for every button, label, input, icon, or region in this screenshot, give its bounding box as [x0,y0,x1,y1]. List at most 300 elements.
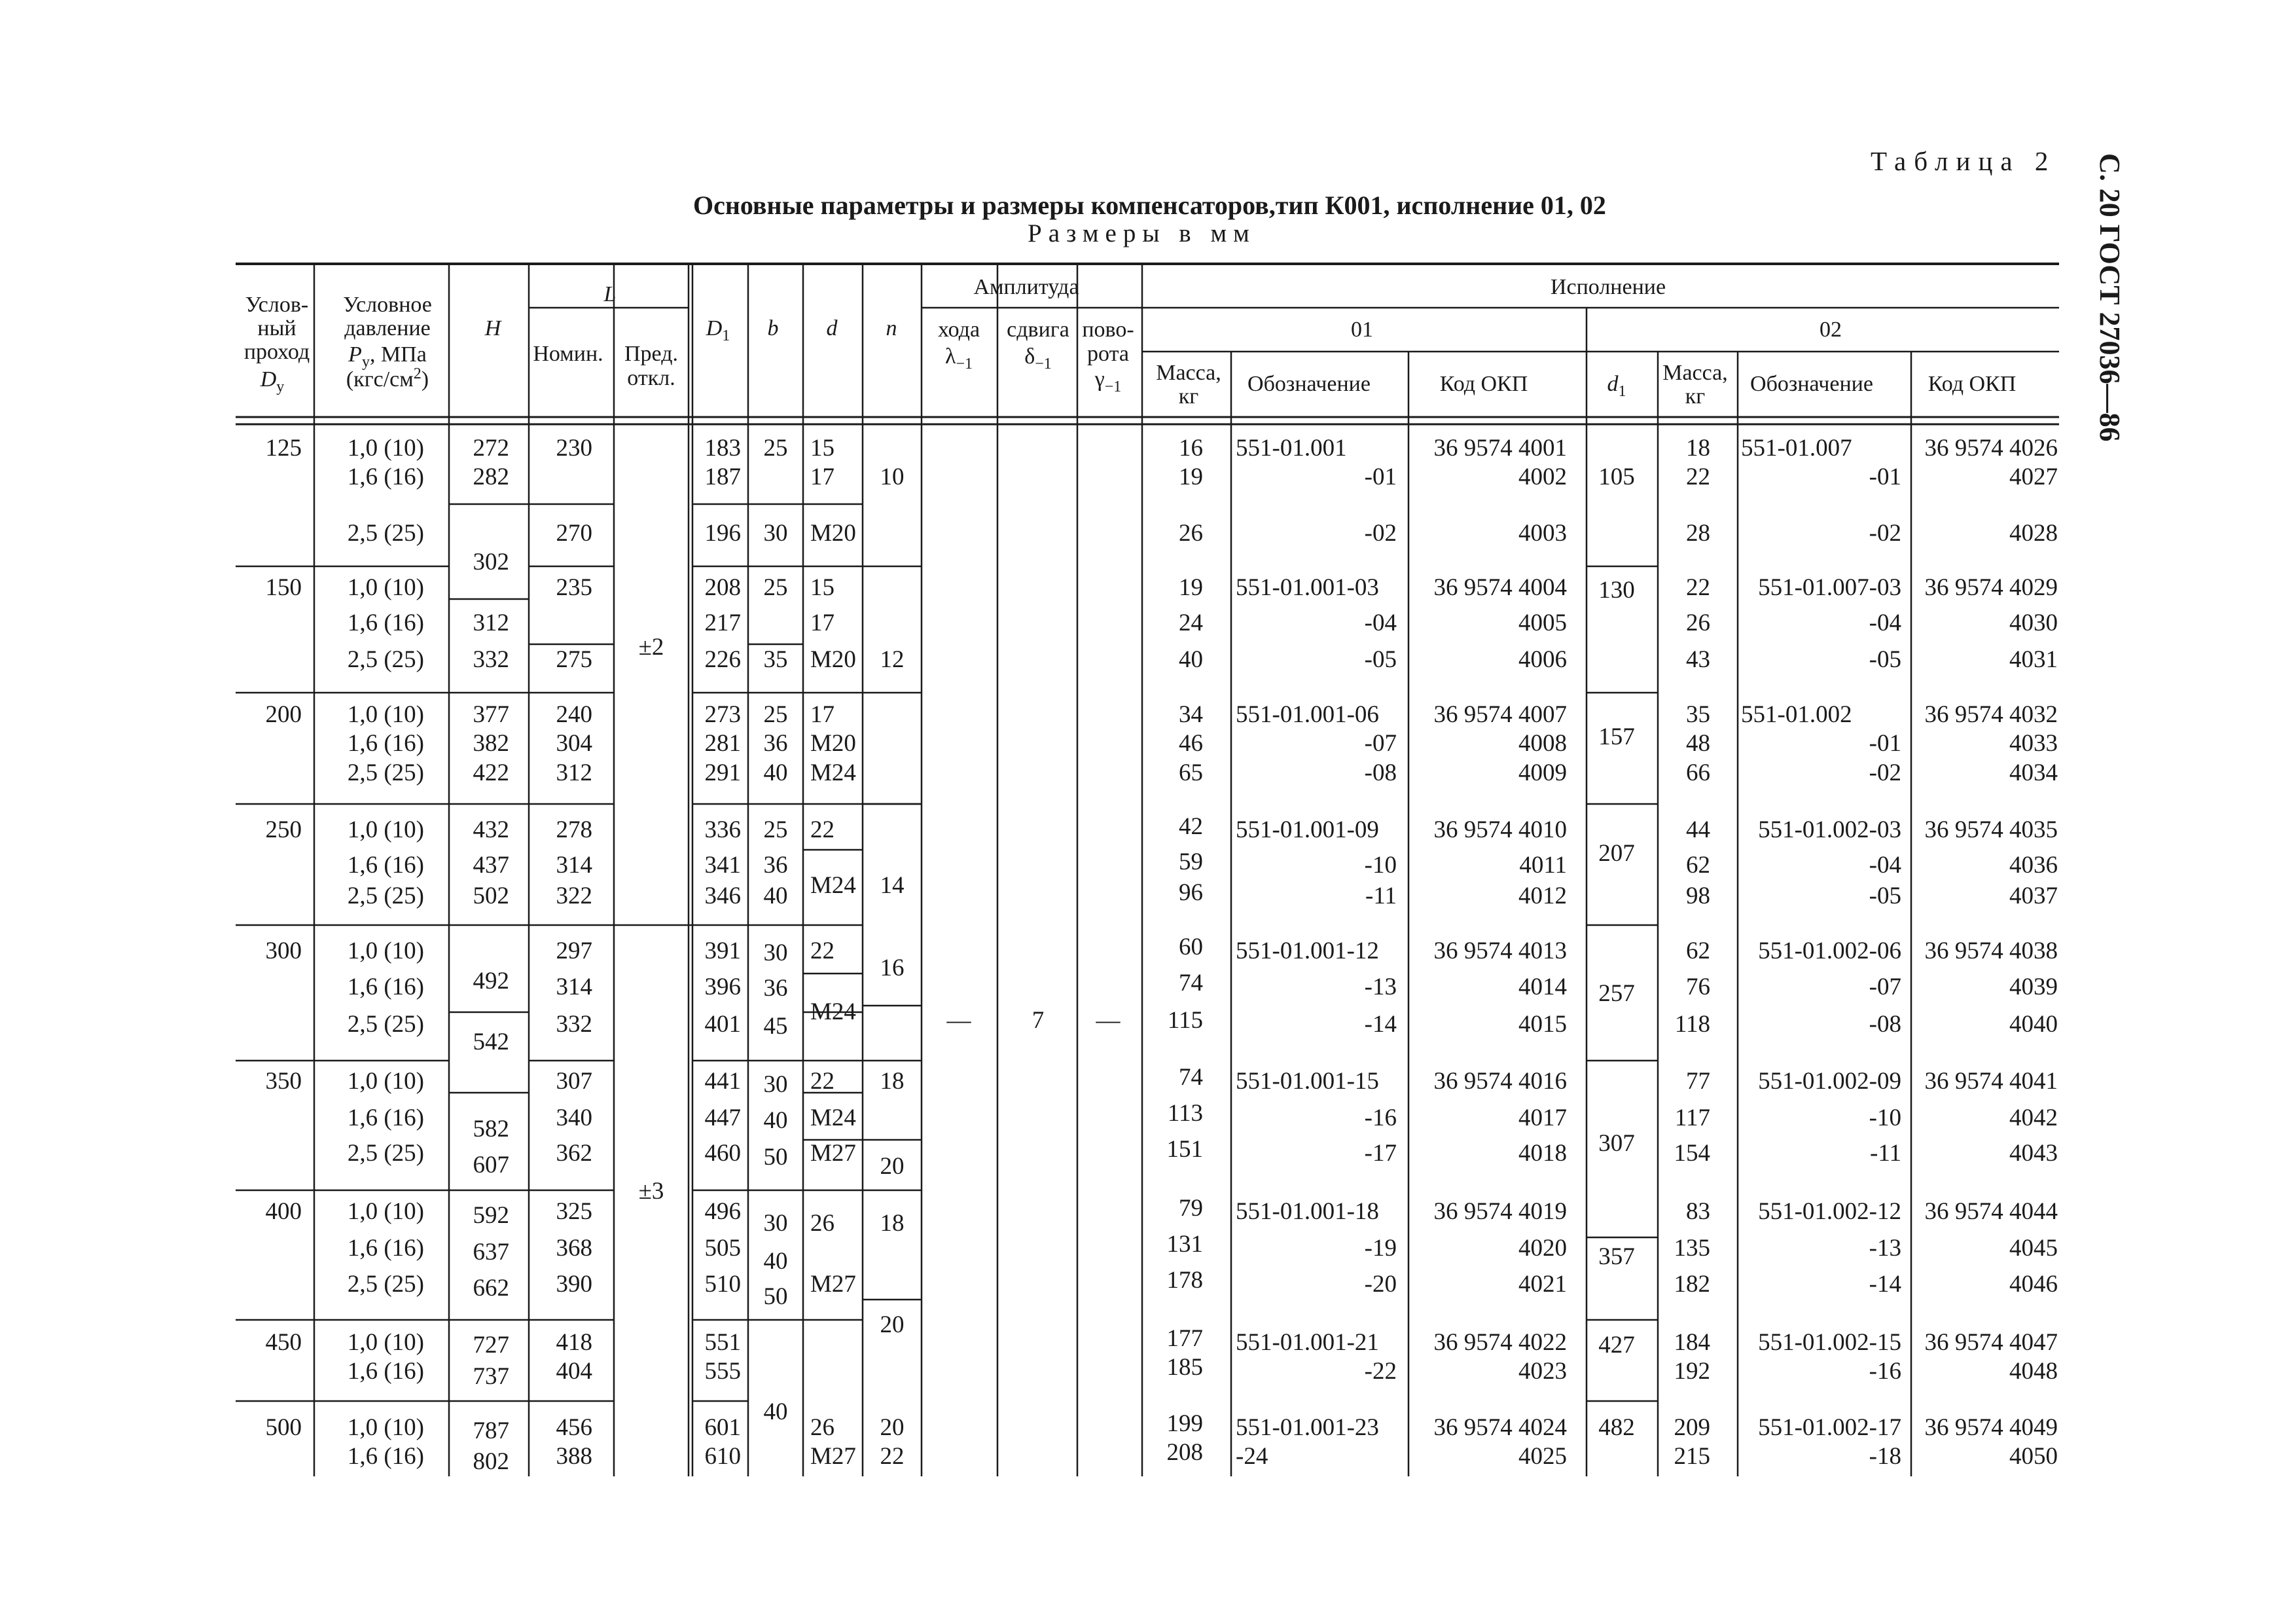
cell-mass-02: 48 [1686,730,1710,757]
cell-designation-02: 551-01.002 [1741,701,1852,728]
cell-mass-01: 42 [1179,813,1203,840]
cell-py: 2,5 (25) [347,1140,424,1167]
cell-d1: 601 [704,1414,741,1441]
cell-d: М20 [810,730,856,757]
cell-designation-01: 551-01.001-18 [1236,1198,1379,1225]
cell-l-nom: 235 [556,574,592,601]
cell-b: 40 [763,1248,788,1275]
header-v02: 02 [1820,318,1842,342]
cell-okp-01: 4005 [1518,610,1567,636]
cell-okp-02: 36 9574 4044 [1924,1198,2058,1225]
cell-amp-povorota: — [1096,1007,1121,1034]
cell-b: 40 [763,1398,788,1425]
header-povorota-2: рота [1087,342,1129,366]
cell-mass-01: 74 [1179,970,1203,996]
cell-b: 30 [763,520,788,547]
cell-designation-01: -17 [1364,1140,1397,1167]
cell-designation-02: 551-01.002-15 [1758,1329,1901,1356]
cell-l-nom: 404 [556,1358,592,1385]
cell-mass-02: 44 [1686,816,1710,843]
cell-l-nom: 418 [556,1329,592,1356]
cell-mass-01: 177 [1166,1325,1203,1352]
cell-d1: 551 [704,1329,741,1356]
cell-h: 437 [473,852,509,879]
cell-b: 40 [763,883,788,909]
cell-okp-01: 4006 [1518,646,1567,673]
cell-okp-02: 4045 [2009,1235,2058,1262]
cell-okp-01: 4012 [1518,883,1567,909]
cell-okp-01: 4002 [1518,464,1567,490]
cell-b: 25 [763,435,788,462]
cell-d1: 281 [704,730,741,757]
cell-okp-01: 4020 [1518,1235,1567,1262]
cell-mass-01: 60 [1179,934,1203,960]
cell-designation-02: -05 [1869,646,1901,673]
cell-designation-02: -18 [1869,1443,1901,1470]
cell-b: 50 [763,1144,788,1171]
header-ispolnenie: Исполнение [1550,275,1666,299]
cell-okp-02: 4037 [2009,883,2058,909]
cell-okp-02: 4050 [2009,1443,2058,1470]
cell-okp-01: 36 9574 4004 [1433,574,1567,601]
cell-mass-01: 199 [1166,1410,1203,1437]
cell-d1: 346 [704,883,741,909]
cell-py: 1,6 (16) [347,610,424,636]
cell-d1: 196 [704,520,741,547]
cell-py: 2,5 (25) [347,1271,424,1298]
cell-l-nom: 270 [556,520,592,547]
cell-d1: 208 [704,574,741,601]
header-l-pred-2: откл. [627,366,675,390]
cell-d1: 187 [704,464,741,490]
cell-okp-01: 36 9574 4019 [1433,1198,1567,1225]
cell-okp-02: 36 9574 4029 [1924,574,2058,601]
cell-d: М27 [810,1271,856,1298]
cell-h: 377 [473,701,509,728]
cell-mass-02: 62 [1686,852,1710,879]
cell-dy: 200 [265,701,302,728]
cell-designation-01: 551-01.001-15 [1236,1068,1379,1095]
cell-l-pred: ±3 [638,1178,664,1205]
cell-mass-01: 151 [1166,1136,1203,1163]
cell-okp-02: 36 9574 4041 [1924,1068,2058,1095]
header-kod02: Код ОКП [1928,372,2017,396]
cell-l-nom: 390 [556,1271,592,1298]
cell-dy: 500 [265,1414,302,1441]
cell-d1-small: 257 [1598,980,1635,1007]
header-d1-small: $d_1$ [1607,372,1626,400]
cell-mass-01: 74 [1179,1064,1203,1091]
cell-h: 727 [473,1332,509,1359]
cell-h: 382 [473,730,509,757]
cell-n: 18 [880,1068,905,1095]
cell-okp-01: 36 9574 4022 [1433,1329,1567,1356]
cell-designation-01: 551-01.001-03 [1236,574,1379,601]
cell-okp-01: 36 9574 4001 [1433,435,1567,462]
cell-okp-02: 36 9574 4047 [1924,1329,2058,1356]
cell-py: 1,6 (16) [347,464,424,490]
cell-mass-02: 35 [1686,701,1710,728]
cell-b: 36 [763,852,788,879]
cell-h: 502 [473,883,509,909]
cell-l-nom: 388 [556,1443,592,1470]
cell-designation-02: -11 [1870,1140,1901,1167]
cell-d: М27 [810,1140,856,1167]
cell-d1-small: 307 [1598,1130,1635,1157]
cell-l-nom: 230 [556,435,592,462]
cell-d: М20 [810,520,856,547]
cell-designation-01: -24 [1236,1443,1268,1470]
cell-l-nom: 362 [556,1140,592,1167]
cell-designation-02: -04 [1869,610,1901,636]
header-py-2: давление [344,316,431,340]
cell-h: 737 [473,1363,509,1390]
cell-py: 1,6 (16) [347,1104,424,1131]
cell-okp-02: 36 9574 4032 [1924,701,2058,728]
cell-designation-01: 551-01.001-21 [1236,1329,1379,1356]
cell-d: М20 [810,646,856,673]
cell-okp-02: 4042 [2009,1104,2058,1131]
cell-okp-02: 4028 [2009,520,2058,547]
cell-okp-01: 36 9574 4016 [1433,1068,1567,1095]
cell-n: 22 [880,1443,905,1470]
cell-n: 16 [880,955,905,981]
cell-mass-02: 83 [1686,1198,1710,1225]
cell-okp-01: 4017 [1518,1104,1567,1131]
cell-d1: 610 [704,1443,741,1470]
cell-mass-02: 98 [1686,883,1710,909]
cell-mass-01: 185 [1166,1354,1203,1381]
cell-okp-01: 4021 [1518,1271,1567,1298]
cell-py: 2,5 (25) [347,520,424,547]
cell-dy: 350 [265,1068,302,1095]
cell-mass-01: 79 [1179,1195,1203,1222]
cell-designation-02: -08 [1869,1011,1901,1038]
cell-d1: 401 [704,1011,741,1038]
cell-b: 30 [763,939,788,966]
cell-d: 15 [810,574,834,601]
cell-d1: 336 [704,816,741,843]
cell-py: 2,5 (25) [347,646,424,673]
cell-designation-01: -07 [1364,730,1397,757]
cell-l-nom: 322 [556,883,592,909]
cell-d: М24 [810,759,856,786]
header-ob02: Обозначение [1750,372,1873,396]
cell-mass-02: 192 [1674,1358,1710,1385]
cell-py: 1,0 (10) [347,816,424,843]
cell-designation-01: 551-01.001-23 [1236,1414,1379,1441]
cell-mass-01: 34 [1179,701,1203,728]
cell-okp-02: 4033 [2009,730,2058,757]
cell-d: 26 [810,1210,834,1237]
cell-d1: 460 [704,1140,741,1167]
cell-d1: 217 [704,610,741,636]
cell-dy: 150 [265,574,302,601]
header-dy-2: ный [257,316,296,340]
cell-h: 332 [473,646,509,673]
cell-amp-sdviga: 7 [1031,1007,1045,1034]
cell-designation-01: 551-01.001 [1236,435,1347,462]
cell-mass-02: 154 [1674,1140,1710,1167]
cell-b: 25 [763,816,788,843]
header-povorota-3: $\gamma_{-1}$ [1094,367,1122,395]
header-h: H [484,316,501,340]
cell-okp-02: 4031 [2009,646,2058,673]
cell-mass-01: 96 [1179,879,1203,906]
header-d1: $D_1$ [706,316,730,344]
cell-n: 14 [880,872,905,899]
cell-mass-01: 178 [1166,1267,1203,1294]
cell-b: 50 [763,1283,788,1310]
header-hoda-1: хода [937,318,980,342]
cell-mass-01: 208 [1166,1439,1203,1466]
cell-okp-02: 36 9574 4049 [1924,1414,2058,1441]
cell-designation-01: 551-01.001-12 [1236,938,1379,964]
table-label: Таблица 2 [1871,146,2056,176]
cell-d1: 396 [704,974,741,1000]
cell-mass-02: 62 [1686,938,1710,964]
cell-designation-02: -02 [1869,520,1901,547]
cell-designation-01: -05 [1364,646,1397,673]
cell-designation-02: -02 [1869,759,1901,786]
cell-h: 312 [473,610,509,636]
cell-okp-02: 4034 [2009,759,2058,786]
cell-mass-01: 24 [1179,610,1203,636]
cell-d1: 341 [704,852,741,879]
cell-b: 45 [763,1013,788,1040]
cell-dy: 400 [265,1198,302,1225]
cell-d: 17 [810,701,834,728]
header-d: d [826,316,838,340]
cell-py: 1,0 (10) [347,1068,424,1095]
cell-mass-02: 22 [1686,464,1710,490]
table-header [244,275,2016,409]
cell-h: 432 [473,816,509,843]
cell-designation-01: -01 [1364,464,1397,490]
cell-okp-02: 4039 [2009,974,2058,1000]
cell-okp-02: 36 9574 4026 [1924,435,2058,462]
cell-b: 25 [763,701,788,728]
cell-okp-02: 36 9574 4035 [1924,816,2058,843]
cell-mass-02: 215 [1674,1443,1710,1470]
cell-dy: 300 [265,938,302,964]
cell-dy: 125 [265,435,302,462]
units-note: Размеры в мм [1028,219,1256,247]
cell-py: 1,6 (16) [347,1235,424,1262]
cell-okp-01: 36 9574 4007 [1433,701,1567,728]
cell-b: 30 [763,1071,788,1098]
cell-mass-02: 43 [1686,646,1710,673]
cell-okp-01: 36 9574 4010 [1433,816,1567,843]
cell-okp-01: 36 9574 4024 [1433,1414,1567,1441]
header-dy-symbol: $D_у$ [260,367,285,395]
cell-designation-01: -13 [1364,974,1397,1000]
cell-l-nom: 325 [556,1198,592,1225]
header-l-pred-1: Пред. [624,342,678,366]
cell-okp-01: 4011 [1519,852,1567,879]
cell-d1: 226 [704,646,741,673]
cell-h: 272 [473,435,509,462]
cell-b: 25 [763,574,788,601]
cell-h: 662 [473,1275,509,1302]
cell-py: 2,5 (25) [347,759,424,786]
cell-designation-01: -02 [1364,520,1397,547]
cell-l-nom: 314 [556,974,592,1000]
header-v01: 01 [1351,318,1373,342]
cell-d1-small: 207 [1598,840,1635,867]
header-dy-1: Услов- [245,293,309,317]
header-l: L [603,282,617,306]
cell-py: 1,6 (16) [347,852,424,879]
cell-designation-02: 551-01.007-03 [1758,574,1901,601]
cell-designation-02: -04 [1869,852,1901,879]
cell-d: 26 [810,1414,834,1441]
cell-py: 1,6 (16) [347,1443,424,1470]
cell-okp-01: 4014 [1518,974,1567,1000]
header-n: n [886,316,897,340]
cell-okp-01: 4003 [1518,520,1567,547]
cell-l-nom: 312 [556,759,592,786]
cell-d: М24 [810,998,856,1025]
cell-designation-02: 551-01.002-09 [1758,1068,1901,1095]
cell-d1-small: 157 [1598,723,1635,750]
cell-okp-02: 4048 [2009,1358,2058,1385]
header-sdviga-1: сдвига [1007,318,1069,342]
cell-l-nom: 314 [556,852,592,879]
cell-okp-02: 4043 [2009,1140,2058,1167]
cell-py: 1,0 (10) [347,701,424,728]
cell-designation-02: -16 [1869,1358,1901,1385]
cell-designation-01: -22 [1364,1358,1397,1385]
cell-okp-01: 4015 [1518,1011,1567,1038]
header-l-nom: Номин. [533,342,603,366]
cell-designation-02: -10 [1869,1104,1901,1131]
cell-l-nom: 275 [556,646,592,673]
header-amplitude: Амплитуда [973,275,1079,299]
cell-n: 12 [880,646,905,673]
cell-l-pred: ±2 [638,634,664,661]
cell-n: 20 [880,1414,905,1441]
cell-d: 22 [810,1068,834,1095]
cell-py: 1,6 (16) [347,730,424,757]
cell-d: М24 [810,1104,856,1131]
cell-h: 787 [473,1417,509,1444]
cell-h: 492 [473,968,509,994]
header-b: b [767,316,779,340]
cell-designation-01: 551-01.001-09 [1236,816,1379,843]
cell-h: 607 [473,1152,509,1178]
cell-d1-small: 482 [1598,1414,1635,1441]
cell-py: 1,0 (10) [347,435,424,462]
header-py-3: $P_у$, МПа [348,342,427,371]
table-title: Основные параметры и размеры компенсаторов,тип К001, исполнение 01, 02 [693,191,1606,220]
cell-d1: 273 [704,701,741,728]
cell-designation-02: 551-01.002-03 [1758,816,1901,843]
header-dy-3: проход [243,340,310,364]
cell-designation-02: 551-01.002-17 [1758,1414,1901,1441]
cell-designation-01: -20 [1364,1271,1397,1298]
cell-okp-02: 4036 [2009,852,2058,879]
cell-l-nom: 340 [556,1104,592,1131]
cell-mass-02: 182 [1674,1271,1710,1298]
cell-okp-02: 4040 [2009,1011,2058,1038]
cell-d: 15 [810,435,834,462]
cell-d1-small: 427 [1598,1332,1635,1359]
cell-mass-02: 28 [1686,520,1710,547]
cell-dy: 250 [265,816,302,843]
header-massa02-2: кг [1685,384,1706,409]
cell-mass-02: 209 [1674,1414,1710,1441]
cell-dy: 450 [265,1329,302,1356]
cell-d: 22 [810,816,834,843]
cell-b: 35 [763,646,788,673]
cell-d1: 505 [704,1235,741,1262]
cell-d1: 391 [704,938,741,964]
cell-py: 2,5 (25) [347,883,424,909]
cell-d1: 291 [704,759,741,786]
cell-designation-01: -10 [1364,852,1397,879]
cell-h: 282 [473,464,509,490]
cell-designation-02: 551-01.002-06 [1758,938,1901,964]
cell-mass-01: 16 [1179,435,1203,462]
cell-okp-01: 4023 [1518,1358,1567,1385]
header-povorota-1: пово- [1082,318,1134,342]
cell-l-nom: 297 [556,938,592,964]
cell-designation-02: 551-01.002-12 [1758,1198,1901,1225]
cell-okp-02: 4027 [2009,464,2058,490]
cell-b: 36 [763,730,788,757]
header-massa02-1: Масса, [1662,361,1728,385]
cell-b: 30 [763,1210,788,1237]
cell-designation-02: -01 [1869,730,1901,757]
cell-d: 17 [810,610,834,636]
cell-designation-02: -07 [1869,974,1901,1000]
cell-n: 20 [880,1153,905,1180]
cell-mass-01: 40 [1179,646,1203,673]
cell-d: М24 [810,872,856,899]
header-ob01: Обозначение [1247,372,1371,396]
cell-mass-01: 46 [1179,730,1203,757]
cell-mass-01: 26 [1179,520,1203,547]
cell-h: 542 [473,1029,509,1055]
cell-py: 2,5 (25) [347,1011,424,1038]
cell-mass-01: 59 [1179,848,1203,875]
cell-amp-hoda: — [946,1007,971,1034]
cell-h: 802 [473,1448,509,1475]
header-hoda-2: $\lambda_{-1}$ [944,344,973,373]
cell-mass-02: 117 [1674,1104,1710,1131]
cell-py: 1,6 (16) [347,974,424,1000]
cell-designation-02: -13 [1869,1235,1901,1262]
page-reference: С. 20 ГОСТ 27036—86 [2094,153,2126,442]
header-py-1: Условное [343,293,432,317]
cell-designation-01: -16 [1364,1104,1397,1131]
cell-l-nom: 456 [556,1414,592,1441]
cell-mass-01: 115 [1167,1007,1203,1034]
cell-mass-02: 118 [1674,1011,1710,1038]
header-massa01-1: Масса, [1156,361,1221,385]
cell-designation-01: -14 [1364,1011,1397,1038]
cell-l-nom: 278 [556,816,592,843]
cell-d: М27 [810,1443,856,1470]
cell-mass-02: 22 [1686,574,1710,601]
cell-designation-02: -01 [1869,464,1901,490]
cell-h: 582 [473,1116,509,1142]
cell-d1: 510 [704,1271,741,1298]
cell-designation-02: -05 [1869,883,1901,909]
cell-d: 17 [810,464,834,490]
cell-b: 40 [763,759,788,786]
